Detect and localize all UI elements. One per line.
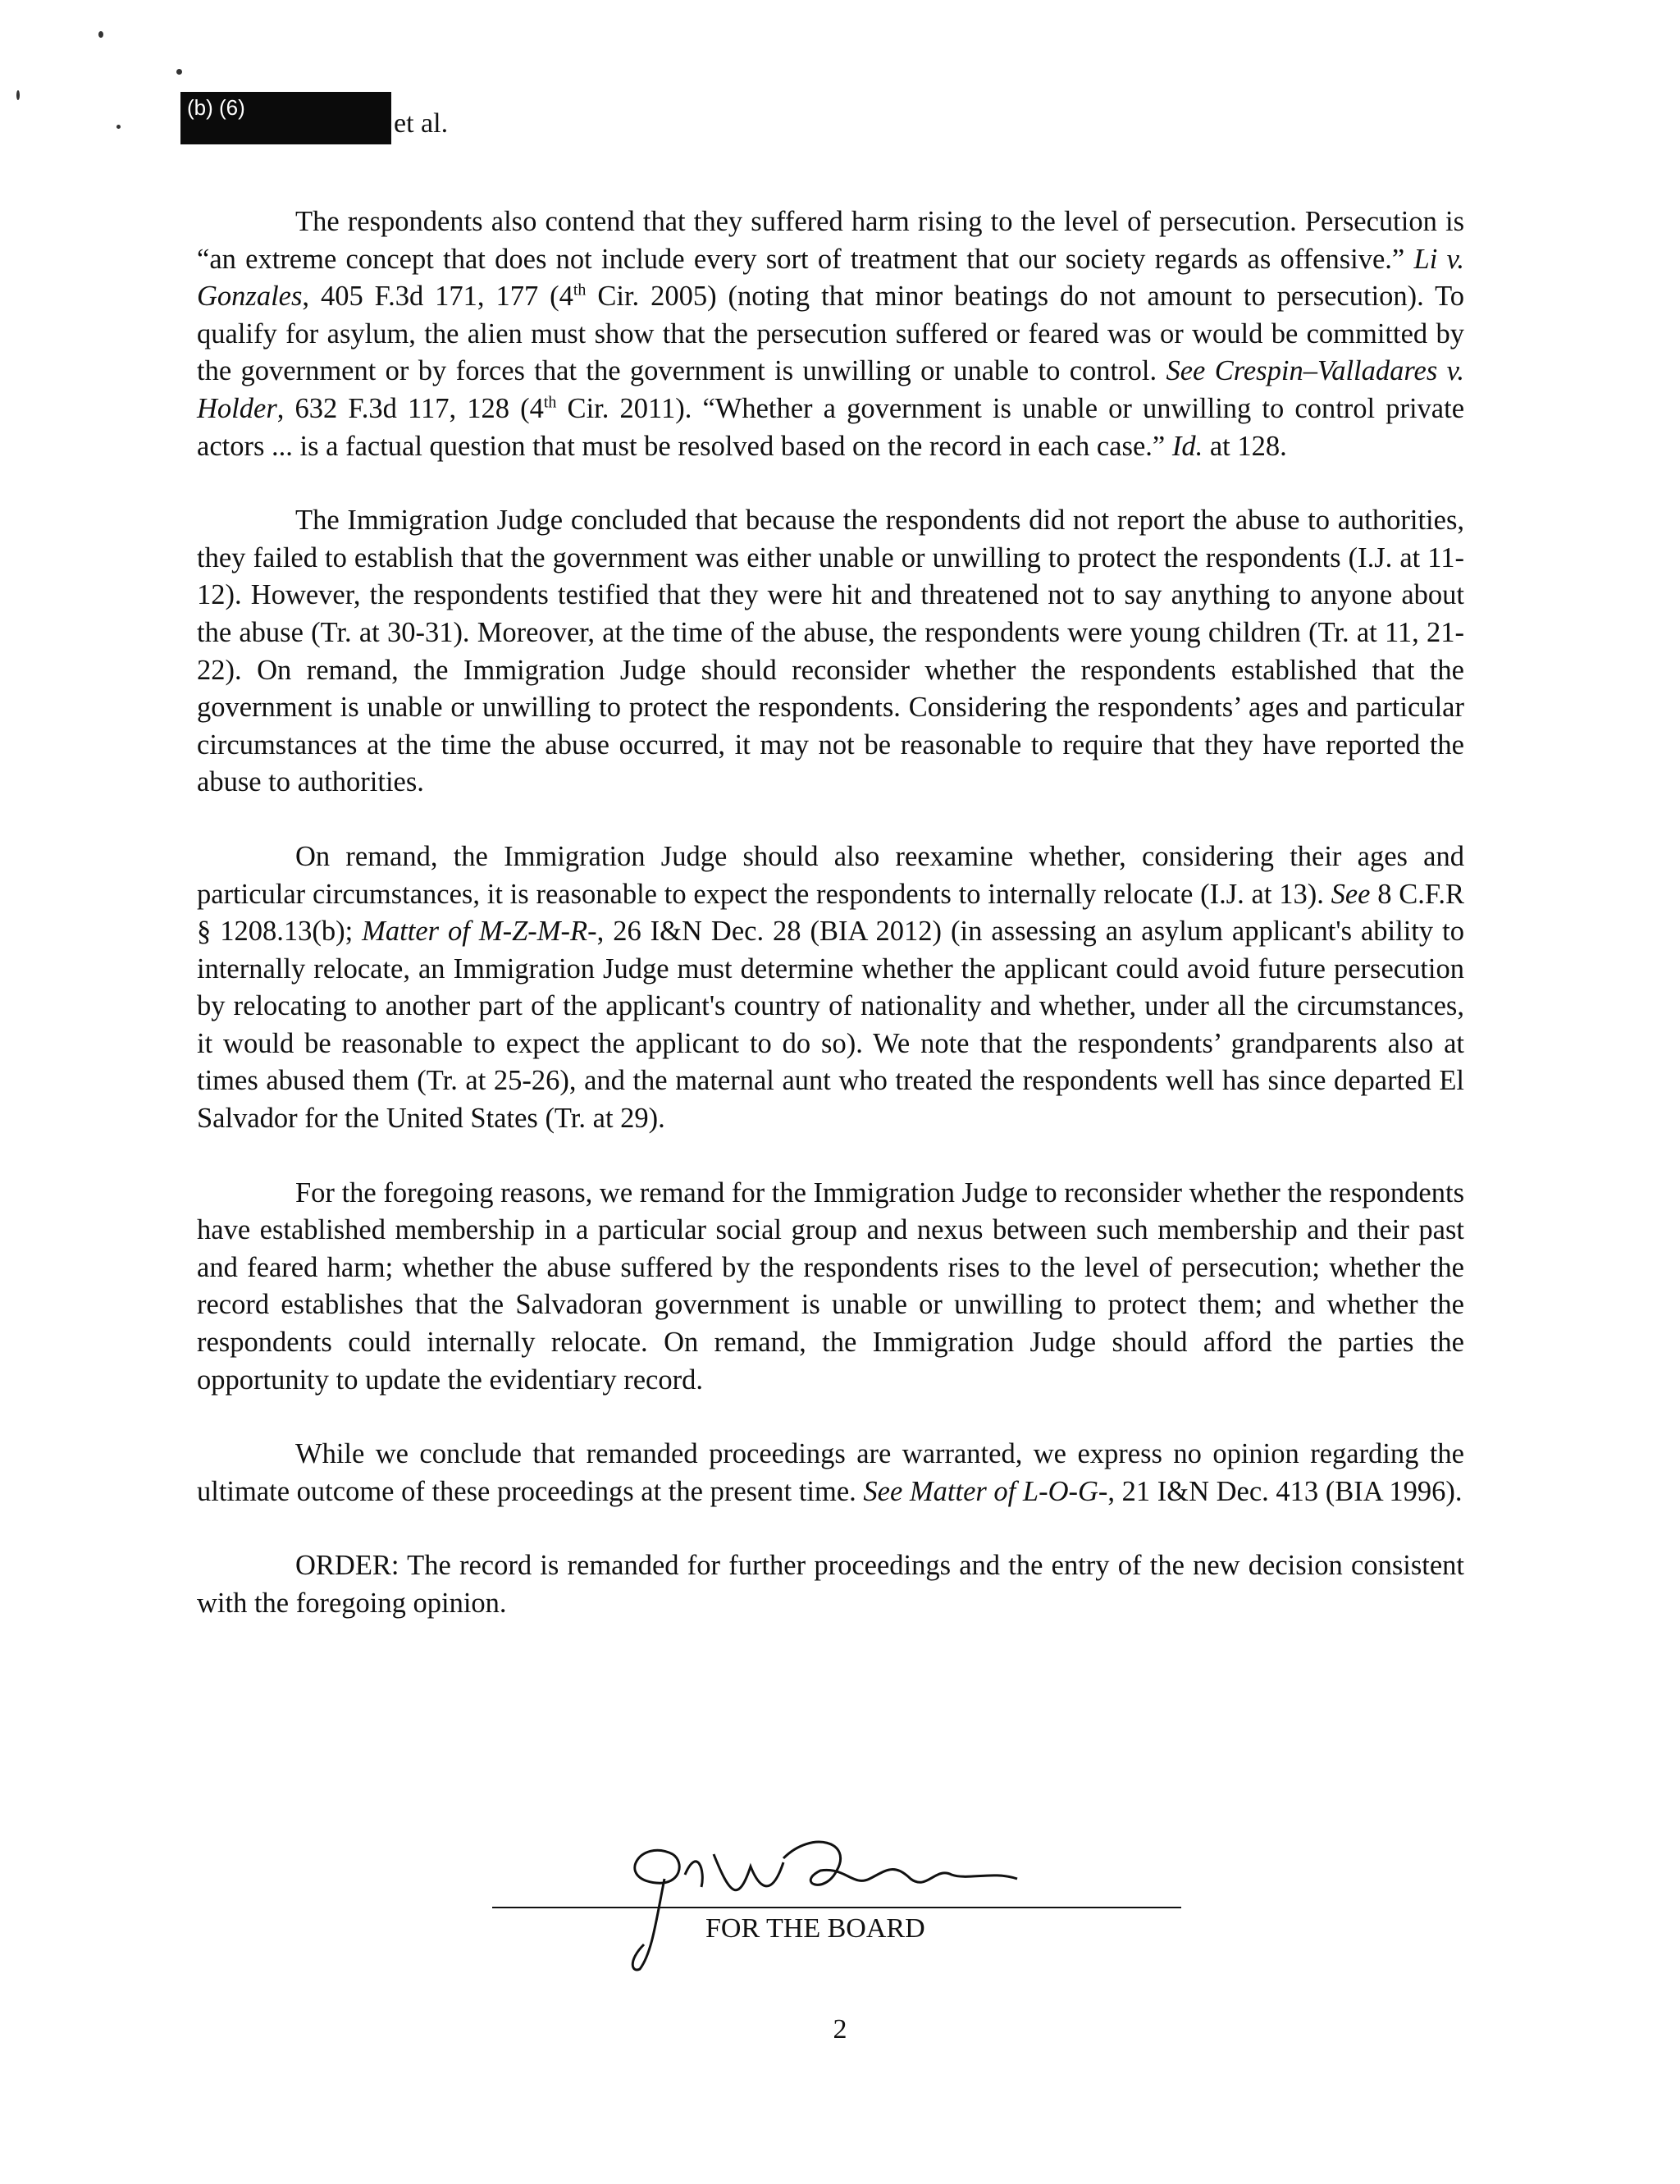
text-run: For the foregoing reasons, we remand for the Immigration Judge to reconsider whether the respondents have established membership in a particular social group and nexus between such membership and their past and feared harm; whether the abuse suffered by the respondents rises to the level of persecution; whether the record establishes that the Salvadoran government is unable or unwilling to protect them; and whether the respondents could internally relocate. On remand, the Immigration Judge should afford the parties the opportunity to update the evidentiary record. (197, 1177, 1464, 1396)
text-run: , 632 F.3d 117, 128 (4 (276, 392, 544, 424)
scan-speck (116, 125, 121, 129)
decision-body (197, 203, 1464, 1623)
text-run: , 405 F.3d 171, 177 (4 (302, 281, 573, 313)
handwritten-signature (607, 1821, 1034, 1977)
text-run: While we conclude that remanded proceedings are warranted, we express no opinion regarding the ultimate outcome of these proceedings at the present time. (197, 1438, 1464, 1507)
ordinal-superscript: th (573, 281, 587, 299)
paragraph-reporting-abuse (197, 502, 1464, 802)
redaction-box (180, 92, 391, 144)
page-number: 2 (833, 2014, 847, 2045)
citation-italic: See Crespin–Valladares v. Holder (197, 355, 1464, 424)
text-run: at 128. (1203, 430, 1287, 462)
redaction-label: (b) (6) (187, 95, 245, 120)
paragraph-order (197, 1547, 1464, 1622)
citation-italic: Matter of M-Z-M-R- (362, 916, 597, 948)
text-run: , 21 I&N Dec. 413 (BIA 1996). (1107, 1475, 1463, 1507)
text-run: The respondents also contend that they suffered harm rising to the level of persecution. Persecution is “an extreme concept that does not include every sort of treatment that our society regards as offensive.” (197, 206, 1464, 275)
text-run: 8 C.F.R § 1208.13(b); (197, 878, 1464, 948)
caption-suffix: et al. (394, 108, 449, 139)
scan-speck (176, 69, 182, 75)
signature-label: FOR THE BOARD (705, 1913, 925, 1944)
citation-italic: Id. (1171, 430, 1203, 462)
scan-speck (98, 31, 103, 38)
citation-italic: See (1331, 878, 1371, 910)
signature-line (492, 1907, 1181, 1908)
citation-italic: See Matter of L-O-G- (863, 1475, 1108, 1507)
text-run: Cir. 2011). “Whether a government is unable or unwilling to control private actors ... is a factual question that must be resolved based on the record in each case.” (197, 392, 1465, 462)
scan-speck (16, 90, 20, 100)
text-run: The Immigration Judge concluded that because the respondents did not report the abuse to authorities, they failed to establish that the government was either unable or unwilling to protect the respondents (I.J. at 11-12). However, the respondents testified that they were hit and threatened not to say anything to anyone about the abuse (Tr. at 30-31). Moreover, at the time of the abuse, the respondents were young children (Tr. at 11, 21-22). On remand, the Immigration Judge should reconsider whether the respondents established that the government is unable or unwilling to protect the respondents. Considering the respondents’ ages and particular circumstances at the time the abuse occurred, it may not be reasonable to require that they have reported the abuse to authorities. (197, 505, 1464, 798)
text-run: On remand, the Immigration Judge should also reexamine whether, considering their ages and particular circumstances, it is reasonable to expect the respondents to internally relocate (I.J. at 13). (197, 840, 1464, 910)
text-run: Cir. 2005) (noting that minor beatings do not amount to persecution). To qualify for asylum, the alien must show that the persecution suffered or feared was or would be committed by the government or by forces that the government is unwilling or unable to control. (197, 281, 1465, 387)
ordinal-superscript: th (543, 393, 557, 412)
signature-block (492, 1821, 1181, 1985)
paragraph-persecution (197, 203, 1464, 465)
text-run: ORDER: The record is remanded for further proceedings and the entry of the new decision consistent with the foregoing opinion. (197, 1550, 1464, 1619)
paragraph-remand-reasons (197, 1175, 1464, 1400)
text-run: , 26 I&N Dec. 28 (BIA 2012) (in assessing an asylum applicant's ability to internally relocate, an Immigration Judge must determine whether the applicant could avoid future persecution by relocating to another part of the applicant's country of nationality and whether, under all the circumstances, it would be reasonable to expect the applicant to do so). We note that the respondents’ grandparents also at times abused them (Tr. at 25-26), and the maternal aunt who treated the respondents well has since departed El Salvador for the United States (Tr. at 29). (197, 916, 1464, 1135)
paragraph-no-opinion (197, 1436, 1464, 1510)
paragraph-internal-relocation (197, 838, 1464, 1138)
citation-italic: Li v. Gonzales (197, 243, 1464, 313)
